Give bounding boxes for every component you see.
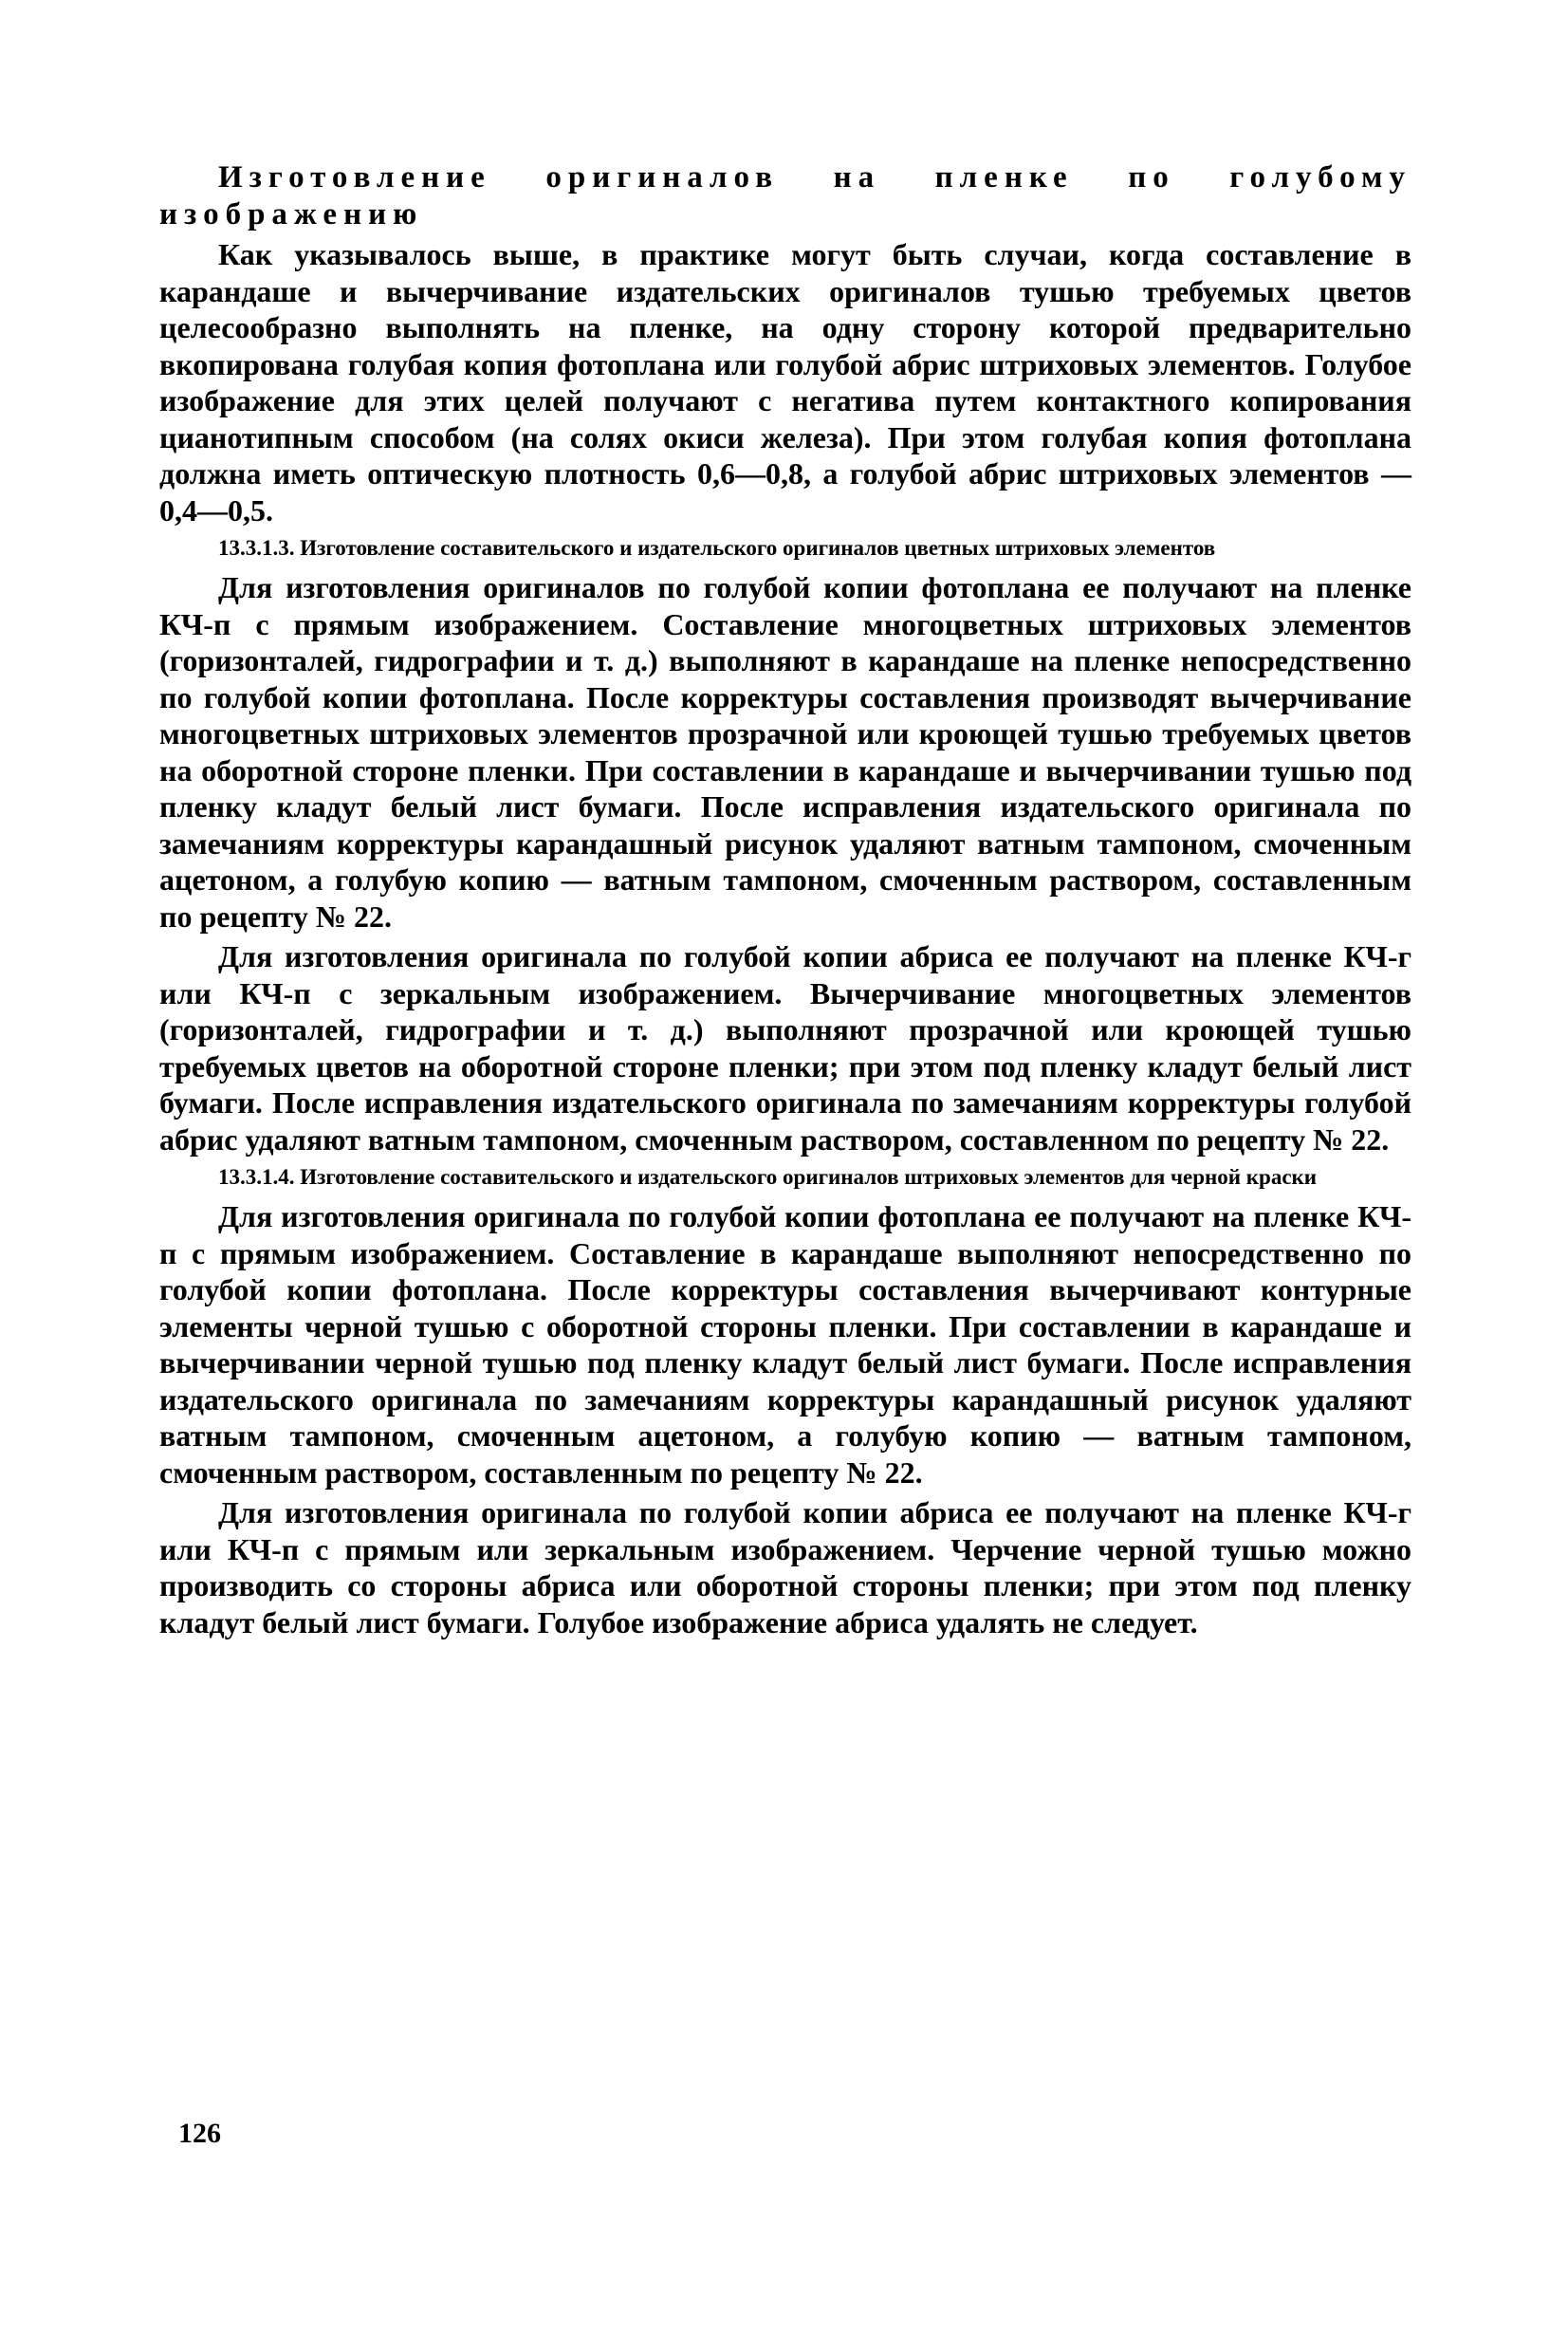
paragraph-4: Для изготовления оригинала по голубой копии фотоплана ее получают на пленке КЧ-п с прямым изображением. Составление в карандаше выполняют непосредственно по голубой копии фотоплана. После корректуры составления вычерчивают контурные элементы черной тушью с оборотной стороны пленки. При составлении в карандаше и вычерчивании черной тушью под пленку кладут белый лист бумаги. После исправления издательского оригинала по замечаниям корректуры карандашный рисунок удаляют ватным тампоном, смоченным ацетоном, а голубую копию — ватным тампоном, смоченным раствором, составленным по рецепту № 22.	[159, 1199, 1411, 1490]
paragraph-3: Для изготовления оригинала по голубой копии абриса ее получают на пленке КЧ-г или КЧ-п с зеркальным изображением. Вычерчивание многоцветных элементов (горизонталей, гидрографии и т. д.) выполняют прозрачной или кроющей тушью требуемых цветов на оборотной стороне пленки; при этом под пленку кладут белый лист бумаги. После исправления издательского оригинала по замечаниям корректуры голубой абрис удаляют ватным тампоном, смоченным раствором, составленном по рецепту № 22.	[159, 939, 1411, 1157]
paragraph-1: Как указывалось выше, в практике могут быть случаи, когда составление в карандаше и вычерчивание издательских оригиналов тушью требуемых цветов целесообразно выполнять на пленке, на одну сторону которой предварительно вкопирована голубая копия фотоплана или голубой абрис штриховых элементов. Голубое изображение для этих целей получают с негатива путем контактного копирования цианотипным способом (на солях окиси железа). При этом голубая копия фотоплана должна иметь оптическую плотность 0,6—0,8, а голубой абрис штриховых элементов — 0,4—0,5.	[159, 237, 1411, 528]
subsection-heading-13-3-1-3: 13.3.1.3. Изготовление составительского и издательского оригиналов цветных штриховых элементов	[218, 536, 1216, 560]
page-number: 126	[178, 2118, 221, 2149]
page-body	[159, 159, 1411, 1644]
paragraph-5: Для изготовления оригинала по голубой копии абриса ее получают на пленке КЧ-г или КЧ-п с прямым или зеркальным изображением. Черчение черной тушью можно производить со стороны абриса или оборотной стороны пленки; при этом под пленку кладут белый лист бумаги. Голубое изображение абриса удалять не следует.	[159, 1495, 1411, 1639]
section-heading: Изготовление оригиналов на пленке по голубому изображению	[159, 160, 1411, 231]
paragraph-2: Для изготовления оригиналов по голубой копии фотоплана ее получают на пленке КЧ-п с прямым изображением. Составление многоцветных штриховых элементов (горизонталей, гидрографии и т. д.) выполняют в карандаше на пленке непосредственно по голубой копии фотоплана. После корректуры составления производят вычерчивание многоцветных штриховых элементов прозрачной или кроющей тушью требуемых цветов на оборотной стороне пленки. При составлении в карандаше и вычерчивании тушью под пленку кладут белый лист бумаги. После исправления издательского оригинала по замечаниям корректуры карандашный рисунок удаляют ватным тампоном, смоченным ацетоном, а голубую копию — ватным тампоном, смоченным раствором, составленным по рецепту № 22.	[159, 570, 1411, 934]
subsection-heading-13-3-1-4: 13.3.1.4. Изготовление составительского и издательского оригиналов штриховых элементов для черной краски	[218, 1165, 1318, 1189]
